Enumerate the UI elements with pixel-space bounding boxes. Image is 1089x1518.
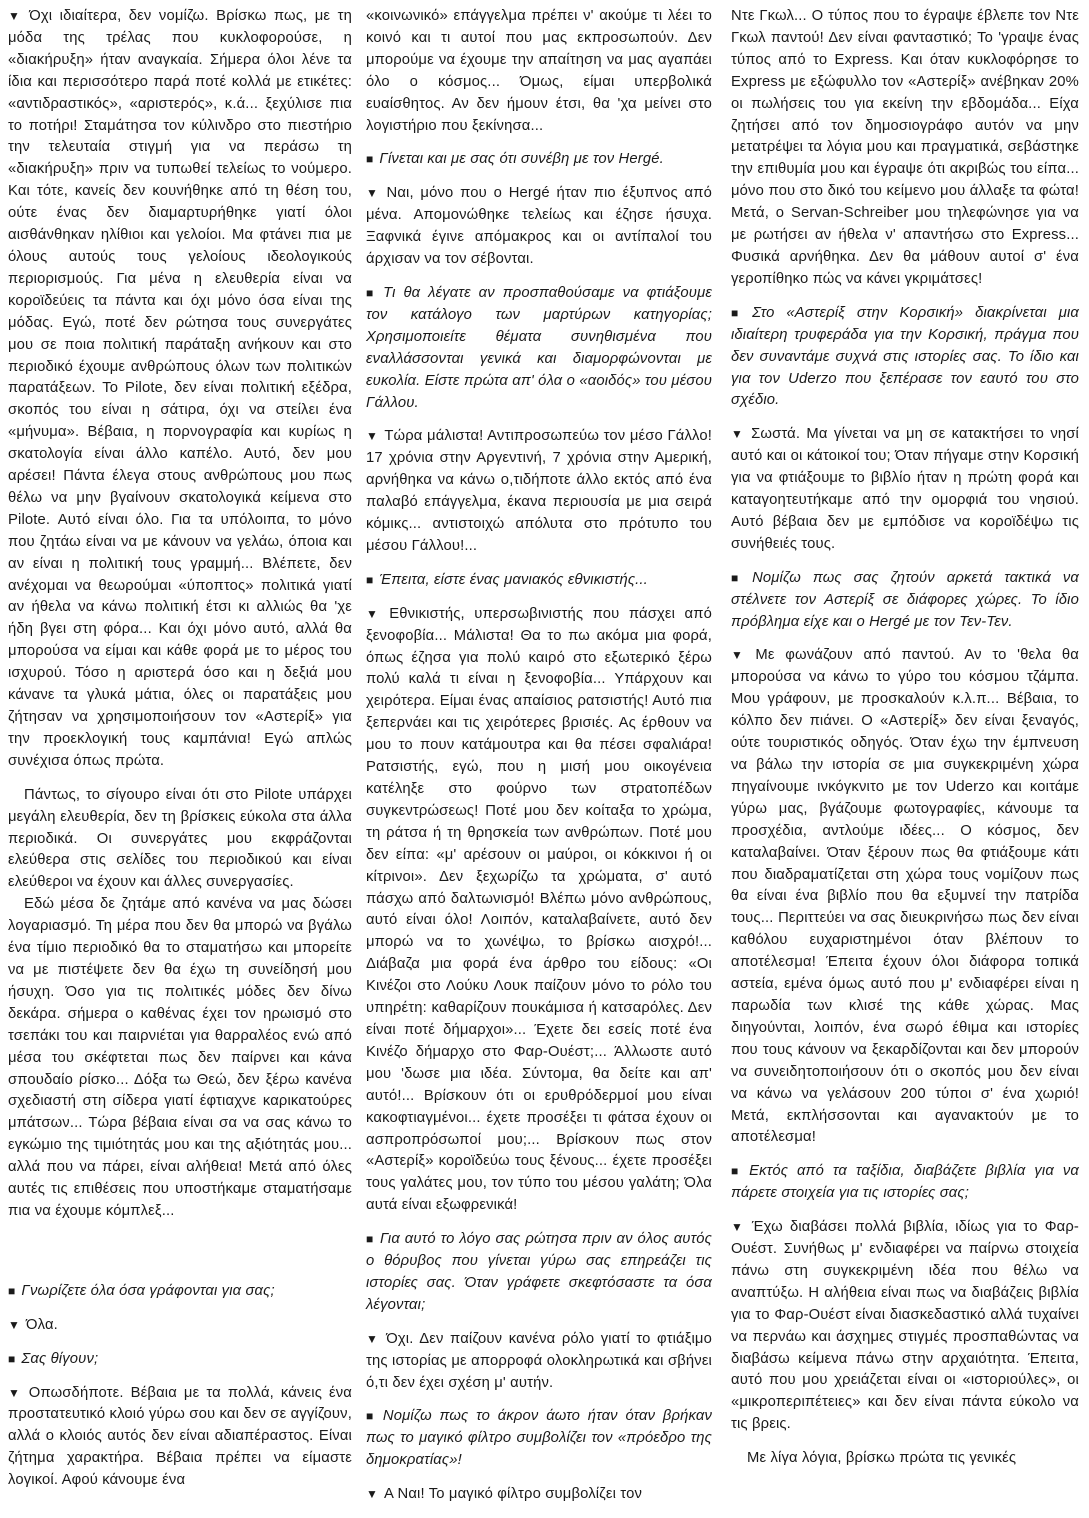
paragraph-text: Τι θα λέγατε αν προσπαθούσαμε να φτιάξουμε τον κατάλογο των μαρτύρων κατηγορίας; Χρησιμοποιείτε θέματα συνηθισμένα που εναλλάσσονται γενικά και διαμορφώνονται με ευκολία. Είστε πρώτα απ' όλα ο «αοιδός» του μέσου Γάλλου. bbox=[366, 284, 712, 411]
answer-continuation bbox=[8, 785, 352, 895]
interview-question bbox=[731, 1161, 1079, 1205]
answer-continuation bbox=[8, 894, 352, 1223]
answer-marker-icon: ▼ bbox=[731, 648, 750, 663]
interview-answer bbox=[366, 604, 712, 1217]
interview-answer bbox=[731, 1217, 1079, 1436]
paragraph-text: Σας θίγουν; bbox=[21, 1350, 99, 1367]
answer-marker-icon: ▼ bbox=[8, 1385, 23, 1400]
column-2 bbox=[366, 6, 712, 1518]
paragraph-text: Σωστά. Μα γίνεται να μη σε κατακτήσει το νησί αυτό και οι κάτοικοί του; Όταν πήγαμε στην Κορσική για να φτιάξουμε το βιβλίο ήταν η πρώτη φορά και καταγοητευτήκαμε από την ομορφιά του νησιού. Αυτό βέβαια δεν με εμπόδισε να κοροϊδέψω τις συνήθειές τους. bbox=[731, 426, 1079, 552]
interview-answer bbox=[8, 1383, 352, 1493]
interview-answer bbox=[366, 426, 712, 557]
interview-question bbox=[8, 1349, 352, 1371]
paragraph-text: Εδώ μέσα δε ζητάμε από κανένα να μας δώσει λογαριασμό. Τη μέρα που δεν θα μπορώ να βγάλω ένα τίμιο περιοδικό θα το σταματήσω και μπορείτε να με πιστέψετε δεν θα έχω τη συνείδησή μου ήσυχη. Όσο για τις πολιτικές μόδες δεν δίνω δεκάρα. σήμερα ο καθένας έχει τον ηρωισμό στο τσεπάκι του και παιρνιέται για θαρραλέος ενώ από μέσα του σκέφτεται πως δεν παίρνει και κάνα σπουδαίο ρίσκο... Δόξα τω Θεώ, δεν ξέρω κανένα σχεδιαστή στη σίδερα γιατί έφτιαχνε καρικατούρες μπάτσων... Τώρα βέβαια είναι σα να σας κάνω το εγκώμιο της τιμιότητάς μου και της αξιότητάς μου... αλλά που να πάρει, είναι αλήθεια! Μετά από όλες αυτές τις επιθέσεις που υποστήκαμε σταματήσαμε πια να έχουμε κόμπλεξ... bbox=[8, 896, 352, 1219]
answer-marker-icon: ▼ bbox=[731, 427, 746, 442]
question-marker-icon: ■ bbox=[8, 1283, 16, 1298]
paragraph-text: Ντε Γκωλ... Ο τύπος που το έγραψε έβλεπε τον Ντε Γκωλ παντού! Δεν είναι φανταστικό; Το 'γραψε ένας τύπος από το Express. Και όταν κυκλοφόρησε το Express με εξώφυλλο τον «Αστερίξ» ανέβηκαν 20% οι πωλήσεις του για εκείνη την εβδομάδα... Είχα ζητήσει από τον δημοσιογράφο αυτόν να μην μετατρέψει τα λόγια μου και πραγματικά, σεβάστηκε την επιθυμία μου και έγραψε ότι ακριβώς του είπα... μόνο που στο δικό του κείμενο μου άλλαξε τα φώτα! Μετά, ο Servan-Schreiber μου τηλεφώνησε για να με ρωτήσει αν ήθελα ν' απαντήσω στο Express... Φυσικά αρνήθηκα. Δεν θα μάθουν αυτοί σ' ένα γεροπίθηκο πώς να κάνει γκριμάτσες! bbox=[731, 8, 1079, 287]
paragraph-text: Με φωνάζουν από παντού. Αν το 'θελα θα μπορούσα να κάνω το γύρο του κόσμου τζάμπα. Μου γράφουν, με προσκαλούν κ.λ.π... Βέβαια, το κόλπο δεν πιάνει. Ο «Αστερίξ» δεν είναι ξεναγός, ούτε τουριστικός οδηγός. Όταν έχω την έμπνευση να βάλω την ιστορία σε μια συγκεκριμένη χώρα πηγαίνουμε ινκόγκνιτο με τον Uderzo και κοιτάμε γύρω μας, βγάζουμε φωτογραφίες, κάνουμε τα προσχέδια, αντλούμε ιδέες... Ο κόσμος, δεν καταλαβαίνει. Όταν ξέρουν πως θα φτιάξουμε κάτι που διαδραματίζεται στη χώρα τους νομίζουν πως θα είναι ένα βιβλίο που θα εξυμνεί την πατρίδα τους... Περιττεύει να σας διευκρινήσω πως δεν είναι καθόλου ευχαριστημένοι όταν βλέπουν το αποτέλεσμα! Έπειτα έχουν όλοι διάφορα τοπικά αστεία, εμένα όμως αυτό που μ' ενδιαφέρει είναι η παρωδία των κλισέ της κάθε χώρας. Μας διηγούνται, λοιπόν, ένα σωρό έθιμα και ιστορίες που τους κάνουν να ξεκαρδίζονται και δεν μπορούν να συνειδητοποιήσουν ότι ο σκοπός μου δεν είναι να κάνω να γελάσουν 200 τύποι σ' ένα χωριό! Μετά, εκπλήσσονται και αγανακτούν με το αποτέλεσμα! bbox=[731, 647, 1079, 1146]
question-marker-icon: ■ bbox=[366, 152, 374, 167]
interview-answer bbox=[366, 183, 712, 271]
paragraph-text: Όλα. bbox=[26, 1316, 58, 1333]
paragraph-text: Εθνικιστής, υπερσωβινιστής που πάσχει από ξενοφοβία... Μάλιστα! Θα το πω ακόμα μια φορά, όπως έζησα για πολύ καιρό στο εξωτερικό ξέρω πολύ καλά τι είναι η ξενοφοβία... Υπάρχουν και χειρότερα. Είμαι ένας απαίσιος ρατσιστής! Αυτό πια ξεπερνάει και τις χειρότερες βρισιές. Ας έρθουν να μου το πουν κατάμουτρα και θα πέσει σφαλιάρα! Ρατσιστής, εγώ, που η μισή μου οικογένεια κατέληξε στο φούρνο των στρατοπέδων συγκεντρώσεως! Ποτέ μου δεν κοίταξα το χρώμα, τη ράτσα ή τη θρησκεία των ανθρώπων. Ποτέ μου δεν είπα: «μ' αρέσουν οι μαύροι, οι κόκκινοι ή οι κίτρινοι». Δεν ξεχωρίζω τα χρώματα, σ' αυτό πάσχω από δαλτωνισμό! Βλέπω μόνο ανθρώπους, αυτό είναι όλο! Λοιπόν, καταλαβαίνετε, αυτό δεν μπορώ να το χωνέψω, το βρίσκω αισχρό!... Διάβαζα μια φορά ένα άρθρο του είδους: «Οι Κινέζοι στο Λούκυ Λουκ παίζουν μόνο το ρόλο του υπηρέτη: καθαρίζουν πουκάμισα ή κατσαρόλες. Δεν είναι ποτέ δήμαρχοι»... Έχετε δει εσείς ποτέ ένα Κινέζο δήμαρχο στο Φαρ-Ουέστ;... Άλλωστε αυτό μου 'δωσε μια ιδέα. Σύντομα, θα δείτε και απ' αυτό!... Βρίσκουν ότι οι ερυθρόδερμοί μου είναι κακοφτιαγμένοι... έχετε προσέξει τι φάτσα έχουν οι ασπροπρόσωποί μου;... Βρίσκουν πως στον «Αστερίξ» κοροϊδεύω τους ξένους... έχετε προσέξει τους γαλάτες μου, τον τύπο του μέσου γαλάτη; Όλα αυτά είναι εξωφρενικά! bbox=[366, 605, 712, 1214]
question-marker-icon: ■ bbox=[731, 570, 747, 585]
paragraph-text: Έπειτα, είστε ένας μανιακός εθνικιστής... bbox=[379, 571, 648, 588]
question-marker-icon: ■ bbox=[366, 1232, 375, 1247]
question-marker-icon: ■ bbox=[366, 285, 378, 300]
paragraph-text: Πάντως, το σίγουρο είναι ότι στο Pilote υπάρχει μεγάλη ελευθερία, δεν τη βρίσκεις εύκολα στα άλλα περιοδικά. Οι συνεργάτες μου εκφράζονται ελεύθερα στις σελίδες του περιοδικού και είναι ελεύθεροι να έχουν και άλλες συνεργασίες. bbox=[8, 786, 352, 891]
interview-answer bbox=[731, 424, 1079, 555]
interview-answer bbox=[731, 645, 1079, 1149]
answer-marker-icon: ▼ bbox=[8, 9, 24, 23]
question-marker-icon: ■ bbox=[366, 1409, 377, 1424]
paragraph-text: Γνωρίζετε όλα όσα γράφονται για σας; bbox=[21, 1282, 275, 1299]
column-1 bbox=[8, 6, 352, 1504]
answer-marker-icon: ▼ bbox=[366, 606, 384, 621]
paragraph-text: Όχι ιδιαίτερα, δεν νομίζω. Βρίσκω πως, με τη μόδα της τρέλας που κυκλοφορούσε, η «διακήρυξη» ήταν αναγκαία. Σήμερα όλοι λένε τα ίδια και περισσότερο παρά ποτέ κολλά με ετικέτες: «αντιδραστικός», «αριστερός», κ.ά... ξεχύλισε πια το ποτήρι! Σταμάτησα τον κύλινδρο στο πιεστήριο την τελευταία στιγμή για να περάσω τη «διακήρυξη» πριν να τυπωθεί τελείως το νούμερο. Και τότε, κανείς δεν κουνήθηκε από τη θέση του, ούτε ένας δεν διαμαρτυρήθηκε γιατί όλοι αισθάνθηκαν ηλίθιοι και γελοίοι. Μα φτάνει πια με όλους αυτούς τους γελοίους ιδεολογικούς περιορισμούς. Για μένα η ελευθερία είναι να κοροϊδεύεις τα πάντα και όχι μόνο όσα είναι της μόδας. Εγώ, ποτέ δεν ρώτησα τους συνεργάτες μου σε ποια πολιτική παράταξη ανήκουν και στο περιοδικό έχουμε ανθρώπους όλων των πολιτικών παρατάξεων. Το Pilote, δεν είναι πολιτική εξέδρα, σκοπός του είναι η σάτιρα, όχι να στείλει ένα «μήνυμα». Βέβαια, η πορνογραφία και κυρίως η σκατολογία είναι άλλο καπέλο. Αυτό, δεν μου αρέσει! Πάντα έλεγα στους ανθρώπους μου πως θέλω να μην βγαίνουν σκατολογικά κείμενα στο Pilote. Αυτό είναι όλο. Για τα υπόλοιπα, το μόνο που ζητάω είναι να με κάνουν να γελάω, όποια και αν είναι η πολιτική τους γραμμή... Βλέπετε, δεν ανέχομαι να θεωρούμαι «ύποπτος» πολιτικά γιατί αν ήθελα να κάνω πολιτική έτσι κι αλλιώς θα 'χε ήδη βγει στη φόρα... Και όχι μόνο αυτό, αλλά θα μπορούσα να είμαι και κάθε φορά με το μέρος του ισχυρού. Τόσο η αριστερά όσο και η δεξιά μου κάνανε τα γλυκά μάτια, όλες οι παρατάξεις μου ζήτησαν να χρησιμοποιήσουν τον «Αστερίξ» για την προεκλογική τους καμπάνια! Εγώ απλώς συνέχισα όπως πρώτα. bbox=[8, 8, 353, 769]
paragraph-text: Τώρα μάλιστα! Αντιπροσωπεύω τον μέσο Γάλλο! 17 χρόνια στην Αργεντινή, 7 χρόνια στην Αμερική, αρνήθηκα να κάνω ο,τιδήποτε άλλο εκτός από ένα παλαβό επάγγελμα, έκανα περιουσία με μια σειρά κόμικς... αντιστοιχώ απόλυτα στο πρότυπο του μέσου Γάλλου!... bbox=[366, 428, 713, 554]
paragraph-text: Ναι, μόνο που ο Hergé ήταν πιο έξυπνος από μένα. Απομονώθηκε τελείως και έζησε ήσυχα. Ξαφνικά έγινε απόμακρος και οι αντίπαλοί του άρχισαν να τον σέβονται. bbox=[366, 185, 712, 268]
paragraph-text: Οπωσδήποτε. Βέβαια με τα πολλά, κάνεις ένα προστατευτικό κλοιό γύρω σου και δεν σε αγγίζουν, αλλά ο κλοιός αυτός δεν είναι αδιαπέραστος. Είναι ζήτημα χαρακτήρα. Βέβαια πρέπει να είμαστε λογικοί. Αφού κάνουμε ένα bbox=[8, 1384, 352, 1489]
interview-question bbox=[731, 303, 1079, 413]
paragraph-text: Για αυτό το λόγο σας ρώτησα πριν αν όλος αυτός ο θόρυβος που γίνεται γύρω σας επηρεάζει τις ιστορίες σας. Όταν γράφετε σκεφτόσαστε τα όσα λέγονται; bbox=[366, 1231, 712, 1313]
section-gap bbox=[8, 1235, 352, 1281]
interview-question bbox=[366, 283, 712, 414]
question-marker-icon: ■ bbox=[366, 572, 374, 587]
paragraph-text: Νομίζω πως το άκρον άωτο ήταν όταν βρήκαν πως το μαγικό φίλτρο συμβολίζει τον «πρόεδρο της δημοκρατίας»! bbox=[366, 1408, 712, 1469]
paragraph-text: Στο «Αστερίξ στην Κορσική» διακρίνεται μια ιδιαίτερη τρυφεράδα για την Κορσική, πράγμα που δεν συναντάμε συχνά στις ιστορίες σας. Το ίδιο και για τον Uderzo που ξεπέρασε τον εαυτό του στο σχέδιο. bbox=[731, 304, 1079, 409]
question-marker-icon: ■ bbox=[731, 305, 747, 320]
paragraph-text: Όχι. Δεν παίζουν κανένα ρόλο γιατί το φτιάξιμο της ιστορίας με απορροφά ολοκληρωτικά και σβήνει ό,τι δεν έχει σχέση μ' αυτήν. bbox=[366, 1330, 712, 1391]
paragraph-text: Α Ναι! Το μαγικό φίλτρο συμβολίζει τον bbox=[384, 1486, 643, 1503]
interview-question bbox=[731, 568, 1079, 634]
answer-marker-icon: ▼ bbox=[8, 1317, 21, 1332]
answer-marker-icon: ▼ bbox=[731, 1220, 746, 1235]
paragraph-text: Έχω διαβάσει πολλά βιβλία, ιδίως για το Φαρ-Ουέστ. Συνήθως μ' ενδιαφέρει να παίρνω στοιχεία πάνω στη συγκεκριμένη ιδέα που θέλω να αναπτύξω. Η αλήθεια είναι πως να διαβάζεις βιβλία για το Φαρ-Ουέστ είναι διασκεδαστικό αλλά τυχαίνει να περνάω και άσχημες στιγμές προσπαθώντας να διαβάσω κείμενα πάνω στην αρχαιότητα. Έπειτα, αυτό που μου χρειάζεται είναι οι «ιστοριούλες», οι «μικροπεριπέτειες» και δεν είναι πάντα εύκολο να τις βρεις. bbox=[731, 1219, 1079, 1433]
interview-answer bbox=[366, 1329, 712, 1395]
interview-answer bbox=[8, 6, 352, 773]
question-marker-icon: ■ bbox=[8, 1351, 16, 1366]
interview-question bbox=[366, 1229, 712, 1317]
answer-continuation bbox=[366, 6, 712, 137]
paragraph-text: «κοινωνικό» επάγγελμα πρέπει ν' ακούμε τι λέει το κοινό και τι αυτοί που μας εκπροσωπούν. Δεν μπορούμε να έχουμε την απαίτηση να μας αγαπάει όλο ο κόσμος... Όμως, είμαι υπερβολικά ευαίσθητος. Αν δεν ήμουν έτσι, θα 'χα μείνει στο λογιστήριο που ξεκίνησα... bbox=[366, 8, 712, 134]
interview-question bbox=[366, 570, 712, 592]
question-marker-icon: ■ bbox=[731, 1164, 744, 1179]
interview-question bbox=[366, 1406, 712, 1472]
column-3 bbox=[731, 6, 1079, 1470]
answer-continuation bbox=[731, 6, 1079, 291]
paragraph-text: Εκτός από τα ταξίδια, διαβάζετε βιβλία για να πάρετε στοιχεία για τις ιστορίες σας; bbox=[731, 1163, 1079, 1202]
interview-question bbox=[366, 149, 712, 171]
answer-continuation bbox=[731, 1448, 1079, 1470]
answer-marker-icon: ▼ bbox=[366, 186, 381, 201]
paragraph-text: Με λίγα λόγια, βρίσκω πρώτα τις γενικές bbox=[747, 1450, 1017, 1467]
paragraph-text: Νομίζω πως σας ζητούν αρκετά τακτικά να στέλνετε τον Αστερίξ σε διάφορες χώρες. Το ίδιο πρόβλημα είχε και ο Hergé με τον Τεν-Τεν. bbox=[731, 569, 1079, 630]
interview-question bbox=[8, 1281, 352, 1303]
answer-marker-icon: ▼ bbox=[366, 1331, 381, 1346]
answer-marker-icon: ▼ bbox=[366, 1487, 379, 1502]
answer-marker-icon: ▼ bbox=[366, 429, 379, 444]
interview-answer bbox=[8, 1315, 352, 1337]
paragraph-text: Γίνεται και με σας ότι συνέβη με τον Hergé. bbox=[379, 151, 664, 168]
interview-answer bbox=[366, 1484, 712, 1506]
